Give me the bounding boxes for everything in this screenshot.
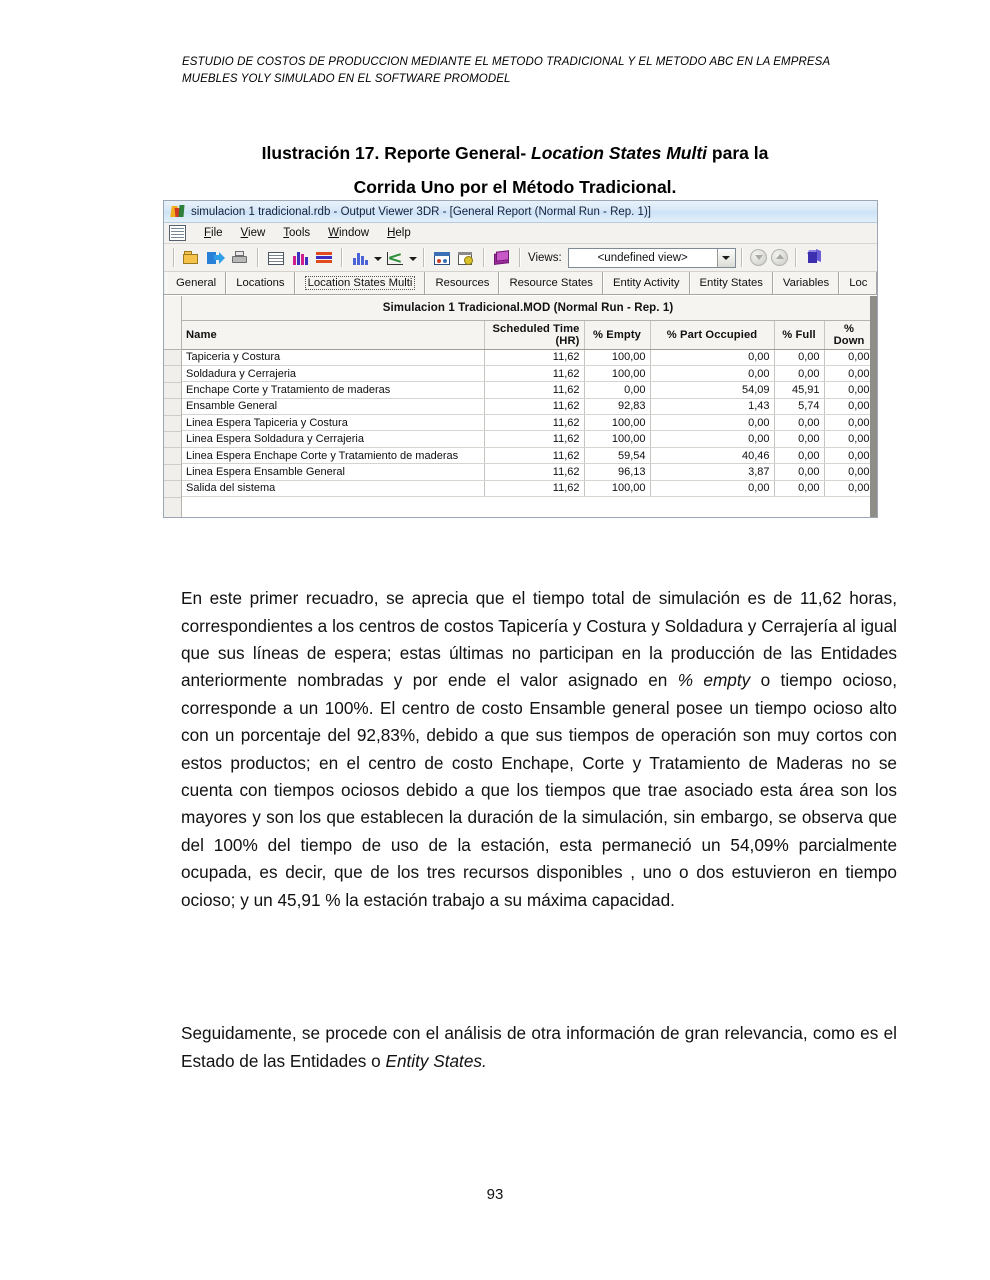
- tab-resource-states[interactable]: [499, 272, 603, 294]
- views-dropdown[interactable]: [568, 248, 736, 268]
- cell-pct-full: 0,00: [774, 431, 824, 447]
- paragraph-1-text-b: o tiempo ocioso, corresponde a un 100%. El centro de costo Ensamble general posee un tiempo ocioso alto con un porcentaje del 92,83%, debido a que sus tiempos de operación son muy cortos con estos productos; en el centro de costo Enchape, Corte y Tratamiento de Maderas no se cuenta con tiempos ociosos debido a que los tiempos que trae asociado esta área son los mayores y son los que establecen la duración de la simulación, sin embargo, se observa que del 100% del tiempo de uso de la estación, esta permaneció un 54,09% parcialmente ocupada, es decir, que de los tres recursos disponibles , uno o dos estuvieron en tiempo ocioso; y un 45,91 % la estación trabajo a su máxima capacidad.: [181, 670, 897, 910]
- window-title: simulacion 1 tradicional.rdb - Output Viewer 3DR - [General Report (Normal Run - Rep. 1)]: [191, 205, 651, 218]
- cell-pct-full: 0,00: [774, 365, 824, 381]
- histogram-icon[interactable]: [349, 247, 371, 269]
- menu-item-view[interactable]: View: [240, 227, 266, 239]
- document-running-header: ESTUDIO DE COSTOS DE PRODUCCION MEDIANTE EL METODO TRADICIONAL Y EL METODO ABC EN LA EMPRESA MUEBLES YOLY SIMULADO EN EL SOFTWARE PROMODEL: [182, 56, 830, 85]
- options-icon[interactable]: [455, 247, 477, 269]
- cell-scheduled-time: 11,62: [484, 382, 584, 398]
- menu-bar: [164, 223, 877, 244]
- cell-pct-full: 0,00: [774, 447, 824, 463]
- column-header-name[interactable]: Name: [182, 320, 484, 349]
- figure-caption: [150, 136, 880, 204]
- window-titlebar: [164, 201, 877, 223]
- cell-pct-empty: 96,13: [584, 464, 650, 480]
- cell-pct-empty: 59,54: [584, 447, 650, 463]
- row-selector[interactable]: [164, 432, 181, 448]
- toolbar-separator: [483, 248, 485, 267]
- cell-pct-part-occupied: 0,00: [650, 431, 774, 447]
- row-selector[interactable]: [164, 448, 181, 464]
- table-row[interactable]: [182, 447, 874, 463]
- cell-pct-empty: 100,00: [584, 365, 650, 381]
- location-states-multi-table: [182, 296, 875, 497]
- cell-pct-down: 0,00: [824, 480, 874, 496]
- menu-item-window[interactable]: Window: [328, 227, 370, 239]
- toolbar: [164, 244, 877, 272]
- column-header-scheduled-time[interactable]: [484, 320, 584, 349]
- cell-pct-full: 5,74: [774, 398, 824, 414]
- export-icon[interactable]: [205, 247, 227, 269]
- row-selector[interactable]: [164, 350, 181, 366]
- cell-scheduled-time: 11,62: [484, 431, 584, 447]
- cell-pct-full: 0,00: [774, 464, 824, 480]
- document-icon: [169, 225, 186, 241]
- tab-variables-label: Variables: [782, 277, 830, 289]
- cell-pct-full: 0,00: [774, 349, 824, 365]
- figure-caption-italic: Location States Multi: [531, 143, 708, 163]
- page-number: 93: [486, 1186, 504, 1203]
- tab-loc-truncated-label: Loc: [849, 277, 868, 289]
- cell-pct-empty: 100,00: [584, 480, 650, 496]
- menu-item-help-rest: elp: [395, 227, 411, 239]
- histogram-dropdown-icon[interactable]: [372, 247, 383, 269]
- row-selector[interactable]: [164, 416, 181, 432]
- cell-pct-part-occupied: 0,00: [650, 480, 774, 496]
- menu-item-help[interactable]: Help: [387, 227, 411, 239]
- body-paragraph-1: [181, 585, 897, 914]
- cell-scheduled-time: 11,62: [484, 447, 584, 463]
- menu-item-file[interactable]: File: [204, 227, 223, 239]
- menu-item-file-rest: ile: [211, 227, 223, 239]
- toolbar-separator: [423, 248, 425, 267]
- cell-name: Tapiceria y Costura: [182, 349, 484, 365]
- column-header-pct-empty[interactable]: % Empty: [584, 320, 650, 349]
- cell-name: Salida del sistema: [182, 480, 484, 496]
- table-row[interactable]: [182, 480, 874, 496]
- cell-name: Linea Espera Tapiceria y Costura: [182, 415, 484, 431]
- cell-scheduled-time: 11,62: [484, 349, 584, 365]
- tab-location-states-multi[interactable]: [295, 272, 426, 294]
- cell-name: Linea Espera Enchape Corte y Tratamiento de maderas: [182, 447, 484, 463]
- cell-pct-empty: 100,00: [584, 349, 650, 365]
- menu-item-tools[interactable]: Tools: [283, 227, 311, 239]
- paragraph-1-text-a: En este primer recuadro, se aprecia que el tiempo total de simulación es de 11,62 horas, correspondientes a los centros de costos Tapicería y Costura y Soldadura y Cerrajería al igual que sus líneas de espera; estas últimas no participan en la producción de las Entidades anteriormente nombradas y por ende el valor asignado en: [181, 588, 897, 691]
- figure-caption-part2: para la: [707, 143, 769, 163]
- cell-pct-empty: 100,00: [584, 415, 650, 431]
- report-title: Simulacion 1 Tradicional.MOD (Normal Run - Rep. 1): [182, 296, 874, 320]
- toolbar-separator: [173, 248, 175, 267]
- row-selector[interactable]: [164, 481, 181, 497]
- table-row[interactable]: [182, 464, 874, 480]
- row-selector[interactable]: [164, 383, 181, 399]
- chevron-down-icon[interactable]: [717, 249, 735, 267]
- toolbar-separator: [519, 248, 521, 267]
- stacked-chart-icon[interactable]: [313, 247, 335, 269]
- bar-chart-icon[interactable]: [289, 247, 311, 269]
- time-plot-icon[interactable]: [384, 247, 406, 269]
- report-tab-strip: [164, 272, 877, 295]
- help-book-icon[interactable]: [491, 247, 513, 269]
- tab-resources[interactable]: [425, 272, 499, 294]
- cell-pct-down: 0,00: [824, 431, 874, 447]
- cube-3d-icon[interactable]: [803, 247, 825, 269]
- cell-pct-down: 0,00: [824, 464, 874, 480]
- table-row[interactable]: [182, 349, 874, 365]
- cell-pct-full: 0,00: [774, 415, 824, 431]
- print-icon[interactable]: [229, 247, 251, 269]
- figure-caption-part1: Ilustración 17. Reporte General-: [261, 143, 532, 163]
- report-title-row: [182, 296, 874, 320]
- toolbar-separator: [257, 248, 259, 267]
- column-header-pct-down[interactable]: % Down: [824, 320, 874, 349]
- tab-resources-label: Resources: [435, 277, 490, 289]
- cell-name: Soldadura y Cerrajeria: [182, 365, 484, 381]
- report-grid: [164, 295, 877, 518]
- tab-locations-label: Locations: [236, 277, 285, 289]
- cell-pct-empty: 0,00: [584, 382, 650, 398]
- cell-scheduled-time: 11,62: [484, 415, 584, 431]
- table-header-row: [182, 320, 874, 349]
- next-view-button[interactable]: [750, 249, 767, 266]
- tab-resource-states-label: Resource States: [509, 277, 593, 289]
- row-selector[interactable]: [164, 399, 181, 415]
- paragraph-1-italic: % empty: [677, 670, 751, 691]
- cell-name: Ensamble General: [182, 398, 484, 414]
- table-row[interactable]: [182, 382, 874, 398]
- toolbar-separator: [795, 248, 797, 267]
- table-row[interactable]: [182, 415, 874, 431]
- cell-pct-down: 0,00: [824, 365, 874, 381]
- cell-pct-part-occupied: 3,87: [650, 464, 774, 480]
- cell-pct-part-occupied: 54,09: [650, 382, 774, 398]
- tab-entity-states[interactable]: [690, 272, 773, 294]
- tab-entity-activity[interactable]: [603, 272, 690, 294]
- table-row[interactable]: [182, 365, 874, 381]
- toolbar-separator: [341, 248, 343, 267]
- table-row[interactable]: [182, 431, 874, 447]
- previous-view-button[interactable]: [771, 249, 788, 266]
- column-header-pct-full[interactable]: % Full: [774, 320, 824, 349]
- views-dropdown-value: <undefined view>: [597, 251, 688, 264]
- paragraph-2-text-a: Seguidamente, se procede con el análisis de otra información de gran relevancia, como es el Estado de las Entidades o: [181, 1023, 897, 1071]
- menu-item-window-rest: indow: [339, 227, 370, 239]
- cell-pct-part-occupied: 1,43: [650, 398, 774, 414]
- cell-pct-full: 0,00: [774, 480, 824, 496]
- cell-pct-empty: 100,00: [584, 431, 650, 447]
- tab-locations[interactable]: [226, 272, 294, 294]
- column-header-scheduled-time-l1: Scheduled Time: [492, 322, 580, 335]
- cell-pct-empty: 92,83: [584, 398, 650, 414]
- promodel-output-viewer-window: [163, 200, 878, 518]
- cell-pct-down: 0,00: [824, 398, 874, 414]
- cell-scheduled-time: 11,62: [484, 365, 584, 381]
- views-label: Views:: [528, 251, 562, 264]
- cell-pct-full: 45,91: [774, 382, 824, 398]
- time-plot-dropdown-icon[interactable]: [407, 247, 418, 269]
- cell-pct-part-occupied: 0,00: [650, 365, 774, 381]
- cell-name: Enchape Corte y Tratamiento de maderas: [182, 382, 484, 398]
- row-header-spacer: [164, 296, 181, 350]
- vertical-scrollbar[interactable]: [870, 296, 877, 518]
- column-header-pct-part-occupied[interactable]: % Part Occupied: [650, 320, 774, 349]
- table-view-icon[interactable]: [265, 247, 287, 269]
- paragraph-2-italic: Entity States.: [385, 1050, 487, 1071]
- cell-pct-down: 0,00: [824, 382, 874, 398]
- tab-variables[interactable]: [773, 272, 839, 294]
- column-header-scheduled-time-l2: (HR): [555, 334, 580, 347]
- report-window-icon[interactable]: [431, 247, 453, 269]
- cell-name: Linea Espera Ensamble General: [182, 464, 484, 480]
- report-grid-area: [182, 296, 877, 518]
- cell-pct-down: 0,00: [824, 349, 874, 365]
- cell-scheduled-time: 11,62: [484, 398, 584, 414]
- open-folder-icon[interactable]: [181, 247, 203, 269]
- tab-location-states-multi-label: Location States Multi: [305, 276, 416, 290]
- cell-name: Linea Espera Soldadura y Cerrajeria: [182, 431, 484, 447]
- cell-scheduled-time: 11,62: [484, 464, 584, 480]
- row-selector[interactable]: [164, 465, 181, 481]
- figure-caption-line2: Corrida Uno por el Método Tradicional.: [353, 177, 677, 197]
- promodel-app-icon: [170, 204, 185, 219]
- cell-pct-part-occupied: 0,00: [650, 349, 774, 365]
- row-selector[interactable]: [164, 366, 181, 382]
- cell-pct-part-occupied: 40,46: [650, 447, 774, 463]
- cell-pct-down: 0,00: [824, 415, 874, 431]
- tab-entity-states-label: Entity States: [699, 277, 763, 289]
- table-row[interactable]: [182, 398, 874, 414]
- row-header-column: [164, 296, 182, 518]
- tab-loc-truncated[interactable]: [839, 272, 877, 294]
- menu-item-tools-rest: ools: [289, 227, 311, 239]
- tab-general[interactable]: [166, 272, 226, 294]
- cell-pct-down: 0,00: [824, 447, 874, 463]
- tab-entity-activity-label: Entity Activity: [612, 277, 680, 289]
- menu-item-view-rest: iew: [248, 227, 266, 239]
- body-paragraph-2: [181, 1020, 897, 1075]
- cell-scheduled-time: 11,62: [484, 480, 584, 496]
- toolbar-separator: [741, 248, 743, 267]
- tab-general-label: General: [176, 277, 217, 289]
- cell-pct-part-occupied: 0,00: [650, 415, 774, 431]
